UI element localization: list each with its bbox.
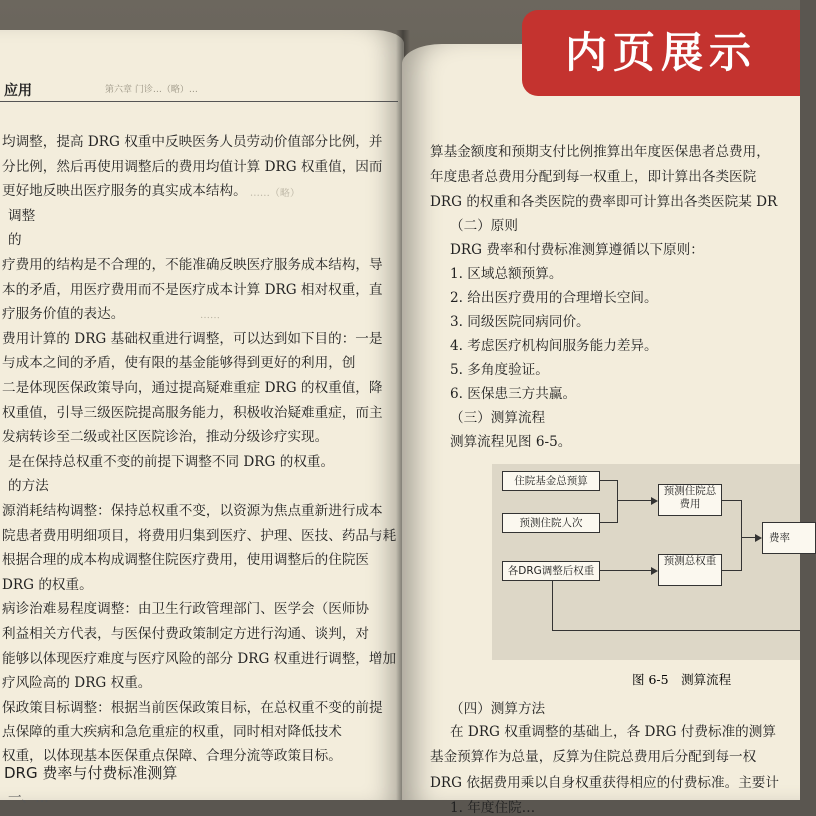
section-heading: DRG 费率与付费标准测算 [4,764,178,782]
body-text-line: 保政策目标调整：根据当前医保政策目标，在总权重不变的前提 [2,699,383,716]
body-text-line: 分比例，然后再使用调整后的费用均值计算 DRG 权重值，因而 [2,158,383,175]
arrow-icon [755,534,762,542]
bottom-fragment: 一、… [8,790,49,806]
connector [721,570,741,571]
connector [552,580,553,630]
connector [741,537,755,538]
body-text-line: 点保障的重大疾病和急危重症的权重，同时相对降低技术 [2,724,342,741]
connector [617,500,651,501]
body-text-line: 疗服务价值的表达。 [2,306,125,323]
body-text-line: DRG 的权重和各类医院的费率即可计算出各类医院某 DR [430,194,778,210]
body-text-line: 源消耗结构调整：保持总权重不变，以资源为焦点重新进行成本 [2,503,383,519]
connector [552,630,800,631]
connector [599,570,651,571]
left-page [0,30,404,806]
body-text-line: 疗风险高的 DRG 权重。 [2,675,152,692]
body-text-line: 的方法 [8,478,49,495]
body-text-line: 与成本之间的矛盾，使有限的基金能够得到更好的利用，创 [2,355,356,372]
body-text-line: 的 [8,232,22,249]
body-text-line: 6. 医保患三方共赢。 [450,386,577,402]
box-predicted-admissions: 预测住院人次 [502,513,600,533]
body-text-line: 权重值，引导三级医院提高服务能力，积极收治疑难重症，而主 [2,404,383,421]
body-text-line: 4. 考虑医疗机构间服务能力差异。 [450,338,658,354]
figure-caption: 图 6-5 测算流程 [632,672,732,687]
running-head-faint: 第六章 门诊…（略）… [105,85,198,95]
body-text-line: 权重，以体现基本医保重点保障、合理分流等政策目标。 [2,748,342,765]
box-predicted-total-cost [658,484,722,516]
body-text-line: 1. 区域总额预算。 [450,266,563,282]
promo-banner [522,10,800,96]
body-text-line: 发病转诊至二级或社区医院诊治，推动分级诊疗实现。 [2,429,329,446]
body-text-line: （三）测算流程 [450,410,546,426]
connector [599,522,617,523]
banner-label: 内页展示 [564,28,757,77]
body-text-line: 更好地反映出医疗服务的真实成本结构。 [2,183,247,200]
body-text-line: （四）测算方法 [450,701,546,717]
right-page [402,44,800,816]
bleed-through-text: …… [199,309,221,322]
box-predicted-total-weight-label: 预测总权重 [663,555,717,567]
running-head-rule [0,101,398,102]
box-predicted-total-weight [658,554,722,586]
box-fund-budget: 住院基金总预算 [502,471,600,491]
connector [721,500,741,501]
body-text-line: 病诊治难易程度调整：由卫生行政管理部门、医学会（医师协 [2,601,370,618]
box-rate: 费率 [762,522,816,554]
body-text-line: 二是体现医保政策导向，通过提高疑难重症 DRG 的权重值，降 [2,380,383,396]
body-text-line: DRG 的权重。 [2,576,93,593]
body-text-line: 能够以体现医疗难度与医疗风险的部分 DRG 权重进行调整，增加 [2,650,397,667]
arrow-icon [651,497,658,505]
body-text-line: 根据合理的成本构成调整住院医疗费用，使用调整后的住院医 [2,552,370,569]
box-predicted-total-cost-label: 预测住院总费用 [663,485,717,510]
body-text-line: 1. 年度住院… [450,800,536,816]
body-text-line: 利益相关方代表，与医保付费政策制定方进行沟通、谈判，对 [2,626,370,642]
body-text-line: 院患者费用明细项目，将费用归集到医疗、护理、医技、药品与耗 [2,527,397,544]
body-text-line: 调整 [8,207,36,224]
box-adjusted-weights: 各DRG调整后权重 [502,561,600,581]
body-text-line: DRG 费率和付费标准测算遵循以下原则： [450,242,704,258]
connector [617,480,618,523]
body-text-line: 基金预算作为总量，反算为住院总费用后分配到每一权 [430,749,757,765]
body-text-line: 本的矛盾，用医疗费用而不是医疗成本计算 DRG 相对权重，直 [2,281,383,298]
body-text-line: 年度患者总费用分配到每一权重上，即计算出各类医院 [430,169,757,185]
connector [741,500,742,571]
connector [599,480,617,481]
body-text-line: 测算流程见图 6-5。 [450,434,572,450]
body-text-line: 费用计算的 DRG 基础权重进行调整，可以达到如下目的：一是 [2,330,383,347]
body-text-line: 疗费用的结构是不合理的，不能准确反映医疗服务成本结构，导 [2,257,383,273]
body-text-line: 在 DRG 权重调整的基础上，各 DRG 付费标准的测算 [450,724,776,740]
body-text-line: DRG 依据费用乘以自身权重获得相应的付费标准。主要计 [430,775,779,791]
arrow-icon [651,567,658,575]
flowchart-figure [492,464,800,660]
bleed-through-text: ……（略） [249,187,301,200]
body-text-line: 均调整，提高 DRG 权重中反映医务人员劳动价值部分比例，并 [2,134,383,150]
body-text-line: 算基金额度和预期支付比例推算出年度医保患者总费用， [430,144,770,160]
body-text-line: 5. 多角度验证。 [450,362,549,378]
body-text-line: （二）原则 [450,218,518,234]
body-text-line: 是在保持总权重不变的前提下调整不同 DRG 的权重。 [8,453,335,470]
body-text-line: 2. 给出医疗费用的合理增长空间。 [450,290,658,306]
running-head: 应用 [4,83,32,99]
body-text-line: 3. 同级医院同病同价。 [450,314,590,330]
